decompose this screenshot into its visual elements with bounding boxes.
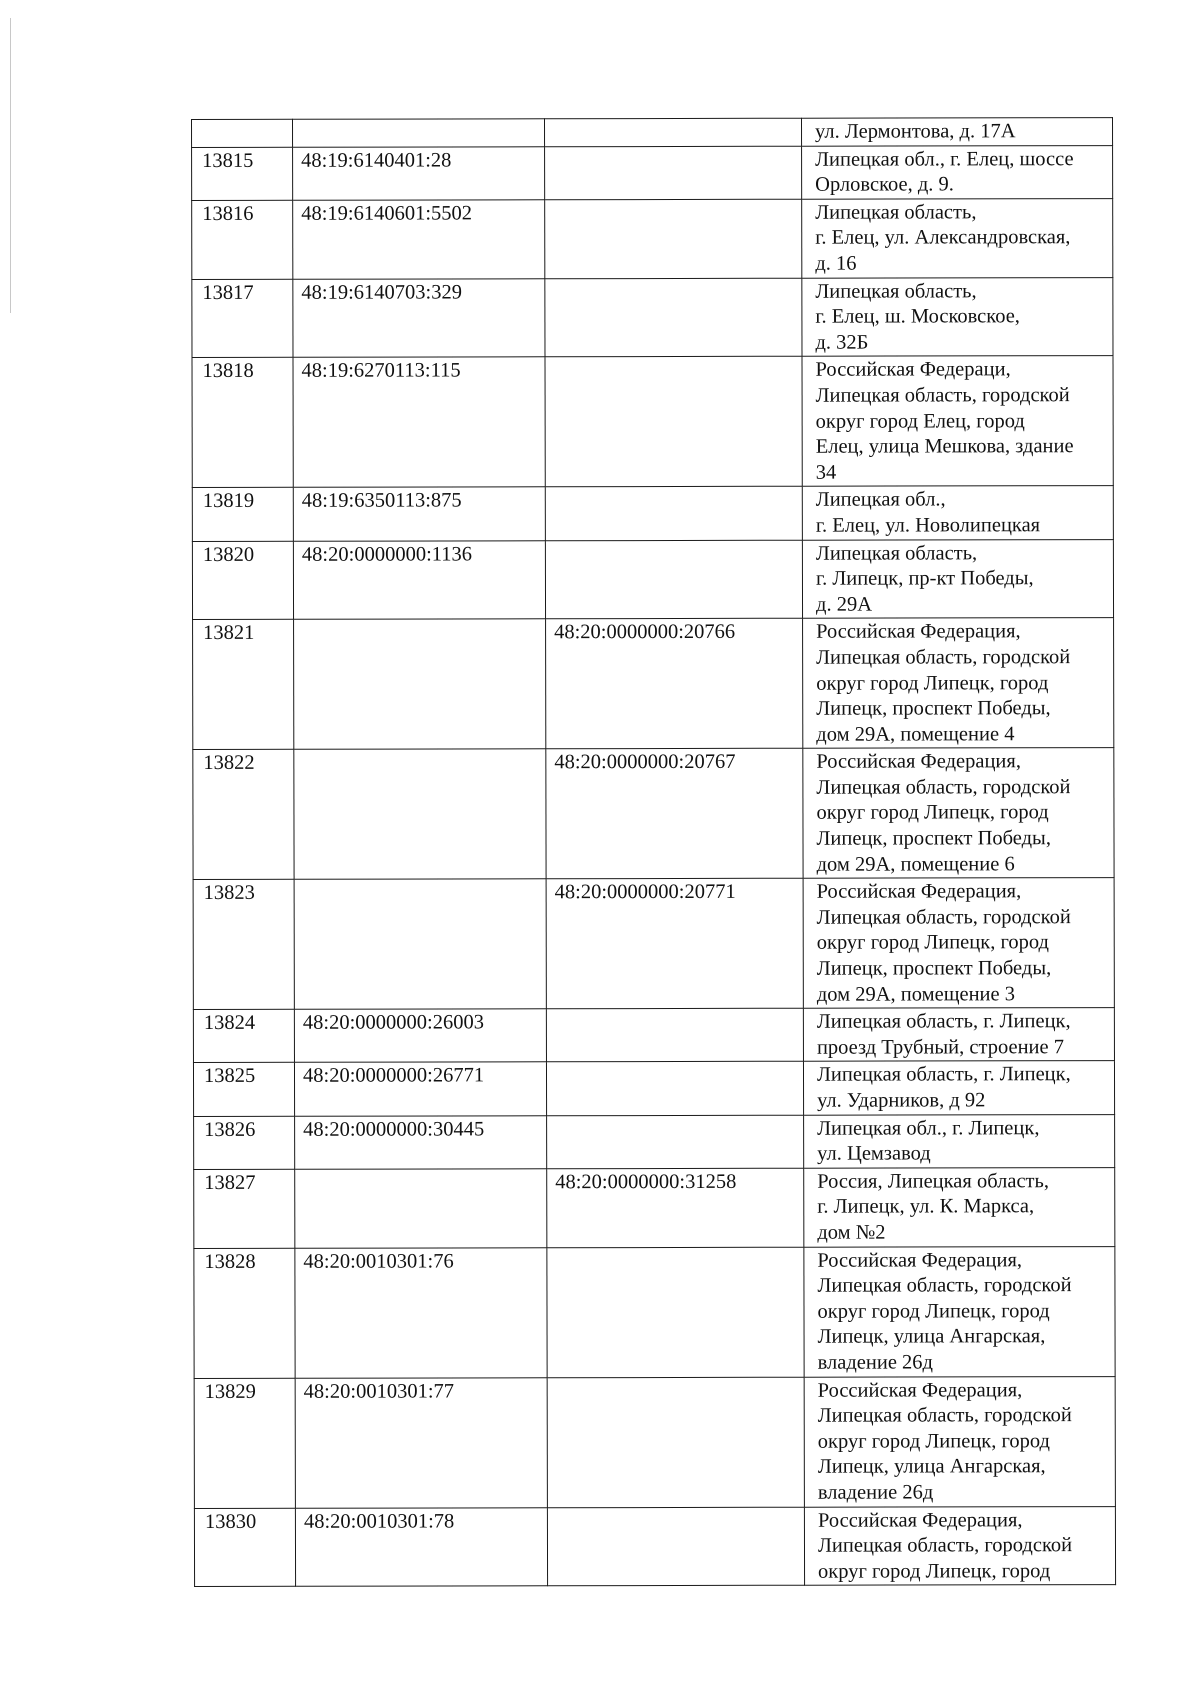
cadastral-number-land: 48:19:6350113:875 xyxy=(293,487,545,541)
cadastral-number-premises xyxy=(545,540,802,619)
cadastral-number-land xyxy=(295,1169,547,1248)
cadastral-number-premises xyxy=(545,357,802,488)
row-number xyxy=(192,119,293,147)
cadastral-number-premises: 48:20:0000000:20771 xyxy=(546,879,803,1010)
table-row xyxy=(193,618,1114,750)
row-number: 13822 xyxy=(193,750,294,880)
address: Липецкая область, г. Елец, ш. Московское, д. 32Б xyxy=(802,277,1113,356)
cadastral-number-land: 48:20:0010301:76 xyxy=(295,1247,547,1378)
row-number: 13819 xyxy=(192,488,293,541)
table-row xyxy=(194,1114,1115,1169)
table-row xyxy=(192,145,1113,200)
table-row xyxy=(192,539,1113,620)
table-row xyxy=(193,748,1114,880)
row-number: 13824 xyxy=(193,1010,294,1063)
cadastral-number-land: 48:20:0010301:78 xyxy=(295,1507,547,1586)
table-row xyxy=(192,198,1113,279)
row-number: 13821 xyxy=(193,620,294,750)
cadastral-number-land xyxy=(294,619,546,749)
address: Российская Федерация, Липецкая область, городской округ город Липецк, город Липецк, проспект Победы, дом 29А, помещение 4 xyxy=(803,618,1114,749)
address: Российская Федерация, Липецкая область, городской округ город Липецк, город Липецк, проспект Победы, дом 29А, помещение 6 xyxy=(803,748,1114,879)
cadastral-number-land: 48:19:6140401:28 xyxy=(293,146,545,200)
cadastral-number-premises xyxy=(547,1507,804,1586)
table-row xyxy=(192,118,1113,148)
cadastral-number-land: 48:20:0000000:1136 xyxy=(293,540,545,619)
address: Липецкая обл., г. Елец, ул. Новолипецкая xyxy=(802,486,1113,540)
address: Липецкая область, г. Липецк, ул. Ударников, д 92 xyxy=(803,1061,1114,1115)
cadastral-number-land: 48:20:0000000:26771 xyxy=(294,1062,546,1116)
cadastral-number-premises xyxy=(547,1115,804,1169)
cadastral-number-premises xyxy=(545,118,802,146)
address: ул. Лермонтова, д. 17А xyxy=(801,118,1112,146)
address: Липецкая область, г. Елец, ул. Александровская, д. 16 xyxy=(802,198,1113,277)
cadastral-number-land: 48:19:6140601:5502 xyxy=(293,200,545,279)
address: Российская Федерация, Липецкая область, городской округ город Липецк, город xyxy=(804,1506,1115,1585)
cadastral-number-premises: 48:20:0000000:20766 xyxy=(546,619,803,750)
table-row xyxy=(194,1506,1115,1587)
cadastral-number-land: 48:20:0000000:30445 xyxy=(295,1115,547,1169)
table-row xyxy=(192,356,1113,488)
row-number: 13815 xyxy=(192,147,293,200)
cadastral-number-premises xyxy=(547,1377,804,1508)
cadastral-number-premises: 48:20:0000000:31258 xyxy=(547,1168,804,1247)
row-number: 13826 xyxy=(194,1116,295,1169)
address: Липецкая обл., г. Липецк, ул. Цемзавод xyxy=(804,1114,1115,1168)
cadastral-number-land: 48:19:6270113:115 xyxy=(293,357,545,488)
table-row xyxy=(194,1246,1115,1378)
row-number: 13816 xyxy=(192,200,293,279)
table-row xyxy=(193,878,1114,1010)
cadastral-number-land: 48:20:0010301:77 xyxy=(295,1377,547,1508)
address: Липецкая область, г. Липецк, пр-кт Победы, д. 29А xyxy=(802,539,1113,618)
address: Российская Федерация, Липецкая область, городской округ город Липецк, город Липецк, улица Ангарская, владение 26д xyxy=(804,1376,1115,1507)
cadastral-number-premises: 48:20:0000000:20767 xyxy=(546,749,803,880)
registry-table xyxy=(191,117,1116,1587)
cadastral-number-land: 48:20:0000000:26003 xyxy=(294,1009,546,1063)
row-number: 13827 xyxy=(194,1169,295,1248)
row-number: 13829 xyxy=(194,1378,295,1508)
cadastral-number-premises xyxy=(545,146,802,200)
cadastral-number-land xyxy=(294,879,546,1010)
table-row xyxy=(194,1167,1115,1248)
address: Российская Федераци, Липецкая область, городской округ город Елец, город Елец, улица Мешкова, здание 34 xyxy=(802,356,1113,487)
address: Российская Федерация, Липецкая область, городской округ город Липецк, город Липецк, проспект Победы, дом 29А, помещение 3 xyxy=(803,878,1114,1009)
row-number: 13825 xyxy=(193,1063,294,1116)
table-row xyxy=(192,486,1113,541)
address: Липецкая область, г. Липецк, проезд Трубный, строение 7 xyxy=(803,1008,1114,1062)
address: Липецкая обл., г. Елец, шоссе Орловское, д. 9. xyxy=(802,145,1113,199)
cadastral-number-land xyxy=(293,119,545,147)
cadastral-number-land xyxy=(294,749,546,880)
table-row xyxy=(192,277,1113,358)
table-row xyxy=(194,1376,1115,1508)
scan-edge-mark xyxy=(10,18,11,313)
cadastral-number-land: 48:19:6140703:329 xyxy=(293,278,545,357)
cadastral-number-premises xyxy=(547,1247,804,1378)
table-row xyxy=(193,1008,1114,1063)
table-row xyxy=(193,1061,1114,1116)
address: Российская Федерация, Липецкая область, городской округ город Липецк, город Липецк, улица Ангарская, владение 26д xyxy=(804,1246,1115,1377)
address: Россия, Липецкая область, г. Липецк, ул. К. Маркса, дом №2 xyxy=(804,1167,1115,1246)
row-number: 13818 xyxy=(192,358,293,488)
cadastral-number-premises xyxy=(545,278,802,357)
cadastral-number-premises xyxy=(546,1009,803,1063)
cadastral-number-premises xyxy=(545,487,802,541)
row-number: 13823 xyxy=(193,880,294,1010)
row-number: 13830 xyxy=(194,1508,295,1587)
row-number: 13828 xyxy=(194,1248,295,1378)
cadastral-number-premises xyxy=(546,1062,803,1116)
row-number: 13817 xyxy=(192,279,293,358)
row-number: 13820 xyxy=(192,541,293,620)
cadastral-number-premises xyxy=(545,199,802,278)
